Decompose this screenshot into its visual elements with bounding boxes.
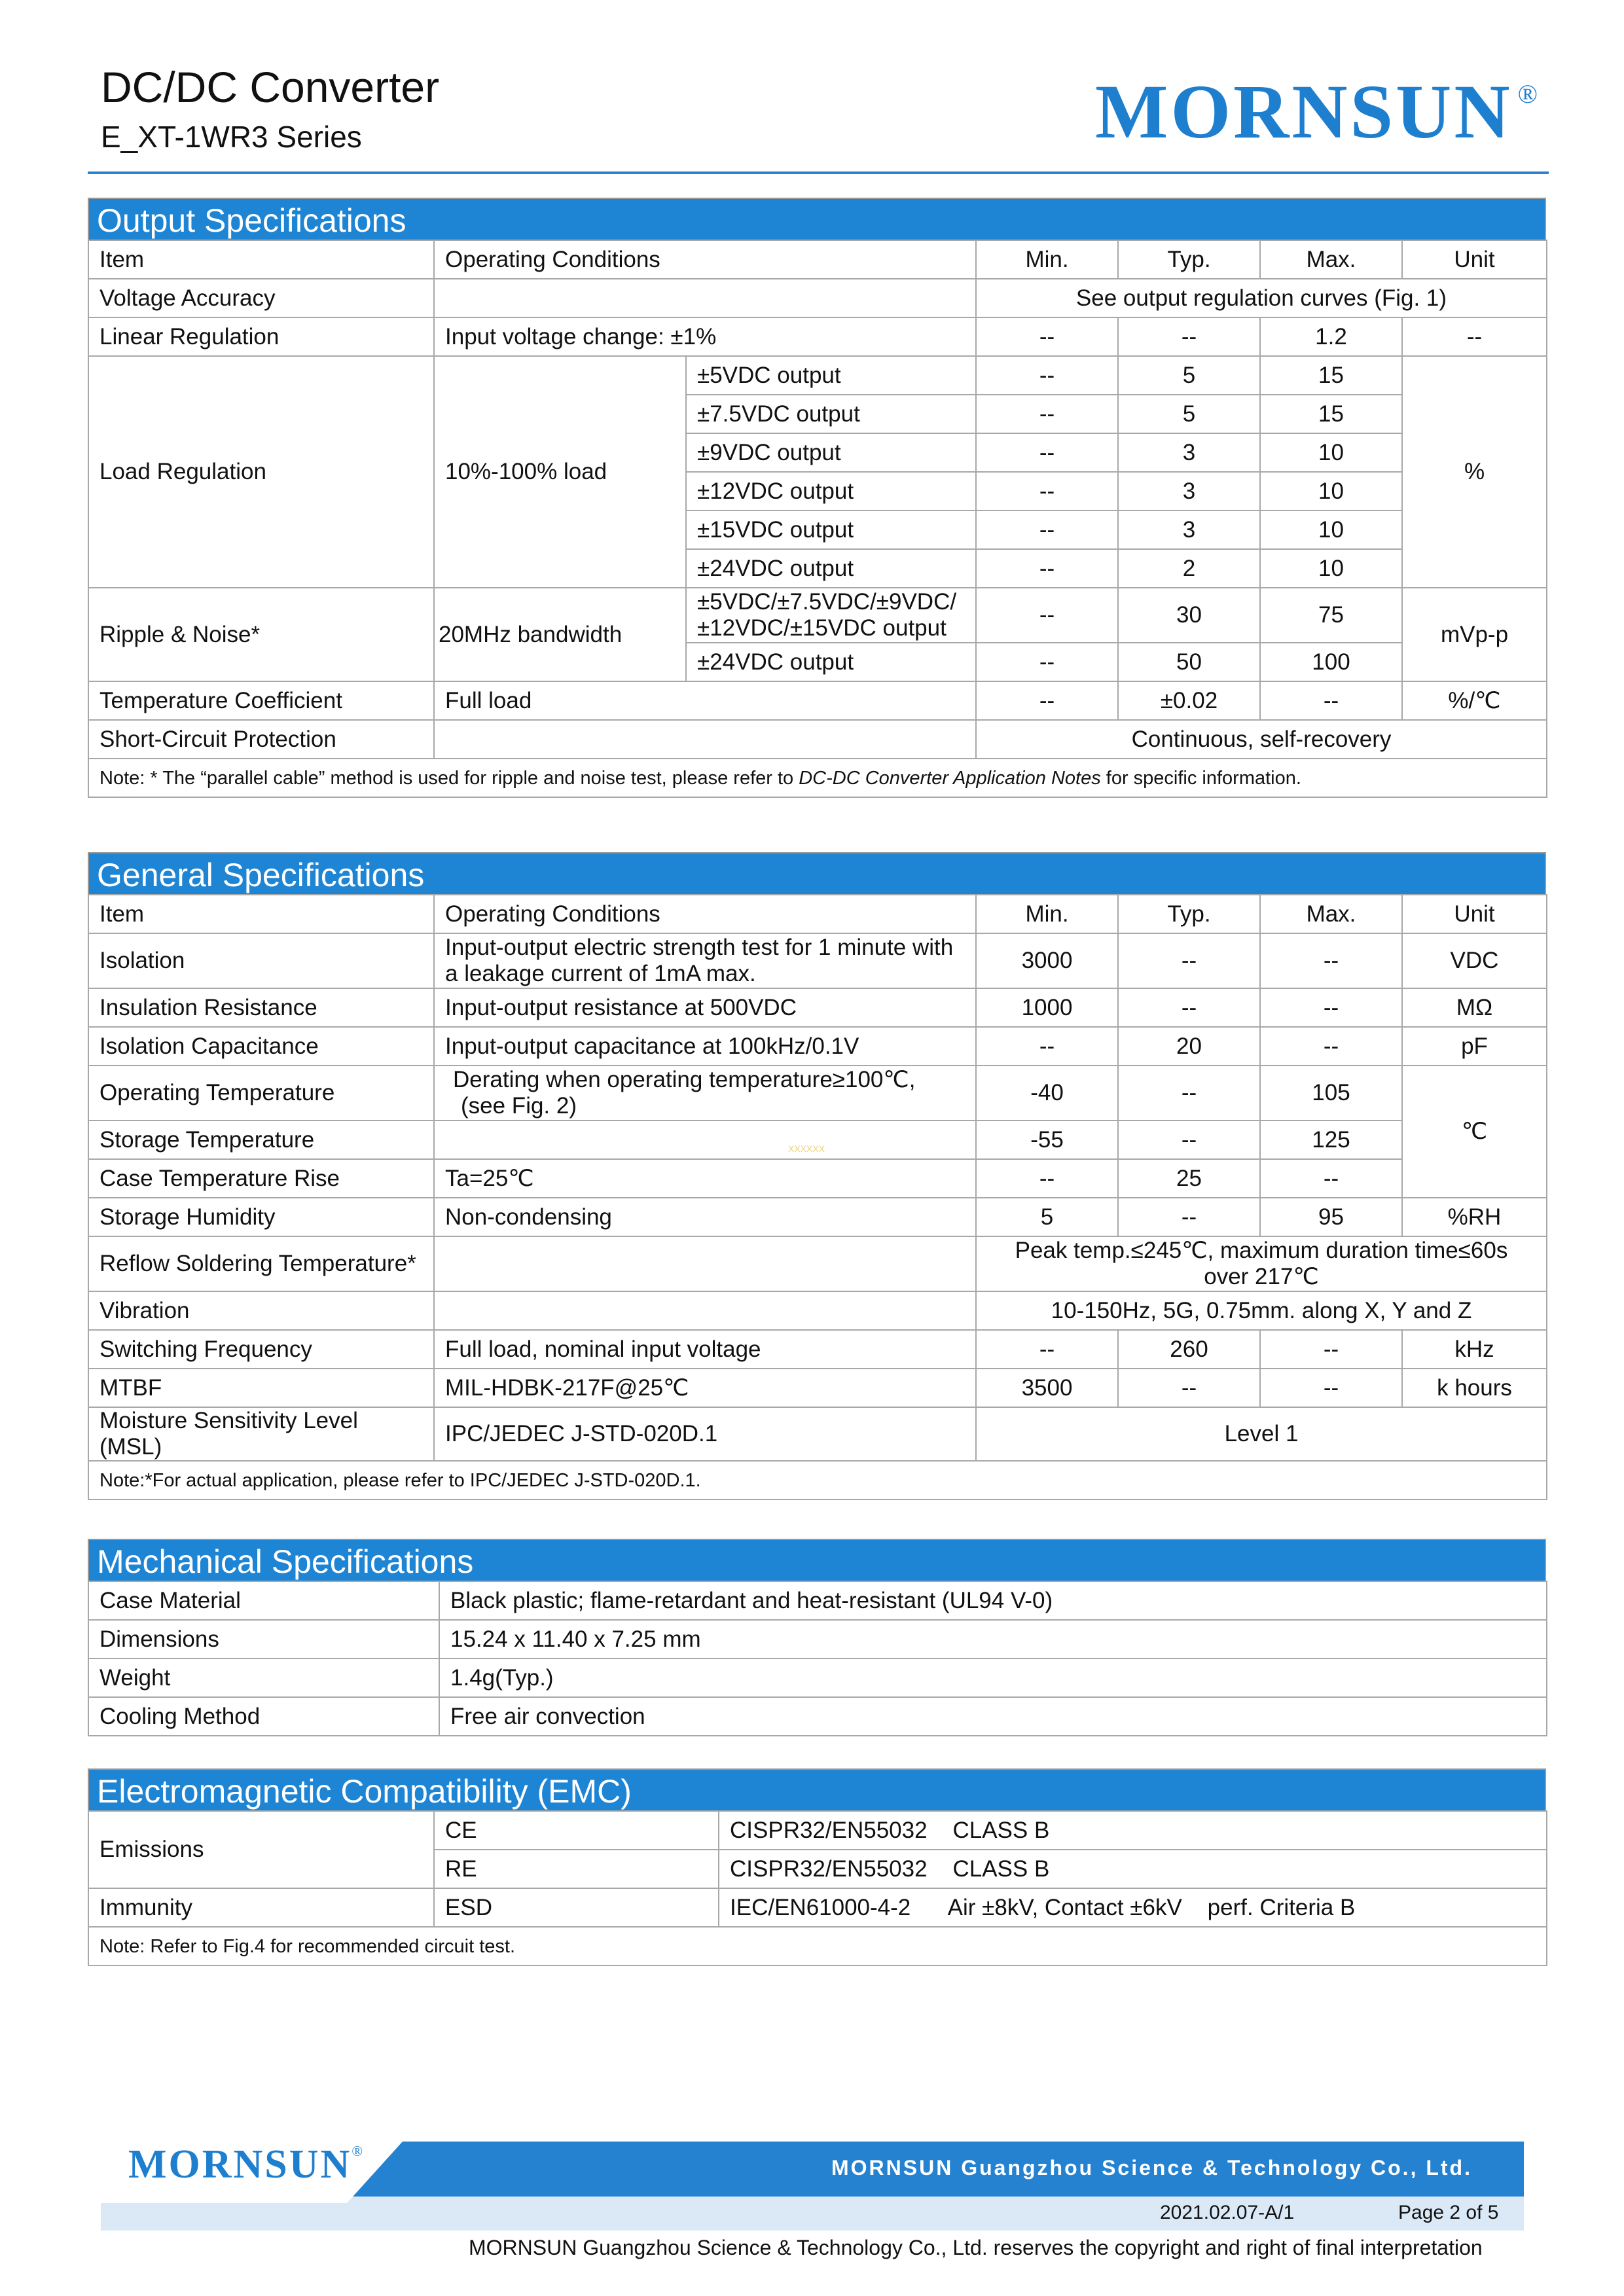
condition-line: Input-output electric strength test for 1 minute with: [445, 935, 954, 960]
output-cell: ±24VDC output: [686, 549, 976, 588]
max-cell: 10: [1260, 549, 1402, 588]
footer-logo-text: MORNSUN: [128, 2142, 352, 2187]
unit-cell: ℃: [1402, 1066, 1547, 1198]
item-cell: Dimensions: [88, 1620, 439, 1659]
min-cell: --: [976, 356, 1118, 395]
typ-cell: 50: [1118, 643, 1260, 681]
max-cell: 10: [1260, 433, 1402, 472]
condition-line: (see Fig. 2): [461, 1093, 577, 1119]
typ-cell: 3: [1118, 433, 1260, 472]
item-cell: Storage Temperature: [88, 1121, 434, 1159]
table-row: [88, 1620, 1547, 1659]
table-row: [88, 720, 1547, 759]
unit-cell: pF: [1402, 1027, 1547, 1066]
registered-mark: ®: [352, 2143, 363, 2159]
max-cell: 100: [1260, 643, 1402, 681]
header-cell: Operating Conditions: [434, 240, 976, 279]
typ-cell: 260: [1118, 1330, 1260, 1369]
condition-cell: Input-output capacitance at 100kHz/0.1V: [434, 1027, 976, 1066]
unit-cell: MΩ: [1402, 988, 1547, 1027]
item-cell: MTBF: [88, 1369, 434, 1407]
page-number: Page 2 of 5: [1398, 2202, 1499, 2223]
table-row: [88, 588, 1547, 643]
typ-cell: --: [1118, 988, 1260, 1027]
table-row: [88, 1811, 1547, 1850]
condition-cell: [434, 1121, 976, 1159]
table-row: [88, 1291, 1547, 1330]
condition-cell: [434, 720, 976, 759]
min-cell: --: [976, 472, 1118, 511]
condition-cell: IPC/JEDEC J-STD-020D.1: [434, 1407, 976, 1461]
value-cell: Level 1: [976, 1407, 1547, 1461]
condition-cell: 20MHz bandwidth: [434, 588, 686, 681]
table-row: [88, 1330, 1547, 1369]
max-cell: --: [1260, 1330, 1402, 1369]
min-cell: 5: [976, 1198, 1118, 1236]
standard-cell: IEC/EN61000-4-2 Air ±8kV, Contact ±6kV perf. Criteria B: [719, 1888, 1547, 1927]
typ-cell: 3: [1118, 511, 1260, 549]
condition-line: a leakage current of 1mA max.: [445, 961, 756, 986]
min-cell: --: [976, 511, 1118, 549]
unit-cell: %RH: [1402, 1198, 1547, 1236]
type-cell: RE: [434, 1850, 719, 1888]
document-title: DC/DC Converter: [101, 63, 440, 111]
header-cell: Max.: [1260, 895, 1402, 933]
max-cell: 15: [1260, 356, 1402, 395]
item-cell: Load Regulation: [88, 356, 434, 588]
min-cell: --: [976, 433, 1118, 472]
typ-cell: --: [1118, 1369, 1260, 1407]
value-line: Peak temp.≤245℃, maximum duration time≤60s: [1015, 1238, 1508, 1263]
table-row: [88, 356, 1547, 395]
output-line: ±5VDC/±7.5VDC/±9VDC/: [697, 589, 957, 615]
note-cell: [88, 759, 1547, 797]
item-cell: Short-Circuit Protection: [88, 720, 434, 759]
table-row: [88, 1066, 1547, 1121]
condition-cell: [434, 933, 976, 988]
item-cell: Operating Temperature: [88, 1066, 434, 1121]
mechanical-table: [88, 1581, 1547, 1736]
header-rule: [88, 171, 1549, 174]
table-row: [88, 279, 1547, 317]
note-row: [88, 759, 1547, 797]
category-cell: Emissions: [88, 1811, 434, 1888]
max-cell: --: [1260, 1369, 1402, 1407]
condition-cell: Non-condensing: [434, 1198, 976, 1236]
max-cell: 10: [1260, 472, 1402, 511]
header-cell: Max.: [1260, 240, 1402, 279]
typ-cell: --: [1118, 1198, 1260, 1236]
typ-cell: 3: [1118, 472, 1260, 511]
section-title: Output Specifications: [88, 198, 1546, 240]
unit-cell: kHz: [1402, 1330, 1547, 1369]
header-cell: Min.: [976, 895, 1118, 933]
item-cell: Cooling Method: [88, 1697, 439, 1736]
table-row: [88, 1407, 1547, 1461]
table-row: [88, 1027, 1547, 1066]
min-cell: --: [976, 1330, 1118, 1369]
item-cell: Reflow Soldering Temperature*: [88, 1236, 434, 1291]
output-cell: ±7.5VDC output: [686, 395, 976, 433]
table-row: [88, 1198, 1547, 1236]
table-row: [88, 1236, 1547, 1291]
condition-cell: Input voltage change: ±1%: [434, 317, 976, 356]
min-cell: --: [976, 1027, 1118, 1066]
typ-cell: --: [1118, 1066, 1260, 1121]
condition-cell: Ta=25℃: [434, 1159, 976, 1198]
note-cell: Note: Refer to Fig.4 for recommended circuit test.: [88, 1927, 1547, 1965]
max-cell: 1.2: [1260, 317, 1402, 356]
standard-cell: CISPR32/EN55032 CLASS B: [719, 1850, 1547, 1888]
note-text: Note: * The “parallel cable” method is used for ripple and noise test, please refer to: [99, 767, 799, 789]
typ-cell: ±0.02: [1118, 681, 1260, 720]
table-row: [88, 681, 1547, 720]
footer-logo: [128, 2144, 363, 2185]
condition-line: Derating when operating temperature≥100℃,: [453, 1067, 916, 1092]
item-cell: Case Temperature Rise: [88, 1159, 434, 1198]
mechanical-specifications: [88, 1539, 1546, 1736]
logo-text: MORNSUN: [1094, 69, 1513, 154]
min-cell: --: [976, 588, 1118, 643]
value-line: over 217℃: [1204, 1264, 1319, 1289]
condition-cell: [434, 1066, 976, 1121]
max-cell: --: [1260, 681, 1402, 720]
item-cell: Storage Humidity: [88, 1198, 434, 1236]
max-cell: --: [1260, 1159, 1402, 1198]
value-cell: 10-150Hz, 5G, 0.75mm. along X, Y and Z: [976, 1291, 1547, 1330]
max-cell: 15: [1260, 395, 1402, 433]
value-cell: See output regulation curves (Fig. 1): [976, 279, 1547, 317]
header-cell: Unit: [1402, 240, 1547, 279]
typ-cell: 5: [1118, 356, 1260, 395]
value-cell: [976, 1236, 1547, 1291]
min-cell: -40: [976, 1066, 1118, 1121]
table-row: [88, 933, 1547, 988]
max-cell: 95: [1260, 1198, 1402, 1236]
header-cell: Operating Conditions: [434, 895, 976, 933]
emc-table: [88, 1810, 1547, 1966]
item-cell: Vibration: [88, 1291, 434, 1330]
min-cell: --: [976, 681, 1118, 720]
min-cell: --: [976, 643, 1118, 681]
table-row: [88, 317, 1547, 356]
output-cell: ±12VDC output: [686, 472, 976, 511]
table-header-row: [88, 895, 1547, 933]
emc-specifications: [88, 1768, 1546, 1966]
unit-cell: k hours: [1402, 1369, 1547, 1407]
output-line: ±12VDC/±15VDC output: [697, 615, 947, 641]
item-cell: Voltage Accuracy: [88, 279, 434, 317]
category-cell: Immunity: [88, 1888, 434, 1927]
note-row: [88, 1927, 1547, 1965]
min-cell: 3500: [976, 1369, 1118, 1407]
footer-company: MORNSUN Guangzhou Science & Technology Co., Ltd.: [831, 2156, 1472, 2179]
min-cell: 3000: [976, 933, 1118, 988]
table-row: [88, 1581, 1547, 1620]
condition-cell: Full load, nominal input voltage: [434, 1330, 976, 1369]
unit-cell: %: [1402, 356, 1547, 588]
header-cell: Typ.: [1118, 240, 1260, 279]
item-cell: Isolation: [88, 933, 434, 988]
output-cell: [686, 588, 976, 643]
output-cell: ±24VDC output: [686, 643, 976, 681]
output-cell: ±15VDC output: [686, 511, 976, 549]
value-cell: Black plastic; flame-retardant and heat-resistant (UL94 V-0): [439, 1581, 1547, 1620]
table-row: [88, 1159, 1547, 1198]
item-cell: Isolation Capacitance: [88, 1027, 434, 1066]
table-row: [88, 1697, 1547, 1736]
item-cell: Temperature Coefficient: [88, 681, 434, 720]
standard-cell: CISPR32/EN55032 CLASS B: [719, 1811, 1547, 1850]
min-cell: --: [976, 317, 1118, 356]
max-cell: 75: [1260, 588, 1402, 643]
value-cell: 15.24 x 11.40 x 7.25 mm: [439, 1620, 1547, 1659]
value-cell: 1.4g(Typ.): [439, 1659, 1547, 1697]
section-title: Mechanical Specifications: [88, 1539, 1546, 1581]
table-row: [88, 1888, 1547, 1927]
unit-cell: %/℃: [1402, 681, 1547, 720]
item-cell: Ripple & Noise*: [88, 588, 434, 681]
header-cell: Min.: [976, 240, 1118, 279]
item-cell: Linear Regulation: [88, 317, 434, 356]
general-table: [88, 894, 1547, 1500]
table-row: [88, 1369, 1547, 1407]
unit-cell: --: [1402, 317, 1547, 356]
max-cell: 125: [1260, 1121, 1402, 1159]
max-cell: 10: [1260, 511, 1402, 549]
unit-cell: VDC: [1402, 933, 1547, 988]
section-title: General Specifications: [88, 852, 1546, 894]
copyright-notice: MORNSUN Guangzhou Science & Technology Co., Ltd. reserves the copyright and right of final interpretation: [469, 2236, 1483, 2259]
item-cell: Insulation Resistance: [88, 988, 434, 1027]
item-cell: Switching Frequency: [88, 1330, 434, 1369]
max-cell: 105: [1260, 1066, 1402, 1121]
note-reference: DC-DC Converter Application Notes: [799, 767, 1101, 789]
item-cell: Moisture Sensitivity Level (MSL): [88, 1407, 434, 1461]
header-cell: Item: [88, 240, 434, 279]
condition-cell: Input-output resistance at 500VDC: [434, 988, 976, 1027]
table-row: [88, 1659, 1547, 1697]
watermark: XXXXXX: [788, 1143, 825, 1154]
max-cell: --: [1260, 988, 1402, 1027]
type-cell: ESD: [434, 1888, 719, 1927]
max-cell: --: [1260, 933, 1402, 988]
typ-cell: 2: [1118, 549, 1260, 588]
condition-cell: 10%-100% load: [434, 356, 686, 588]
item-cell: Case Material: [88, 1581, 439, 1620]
item-cell: Weight: [88, 1659, 439, 1697]
typ-cell: 30: [1118, 588, 1260, 643]
min-cell: --: [976, 1159, 1118, 1198]
condition-cell: MIL-HDBK-217F@25℃: [434, 1369, 976, 1407]
max-cell: --: [1260, 1027, 1402, 1066]
header-cell: Typ.: [1118, 895, 1260, 933]
value-cell: Free air convection: [439, 1697, 1547, 1736]
revision-date: 2021.02.07-A/1: [1160, 2202, 1295, 2223]
general-specifications: [88, 852, 1546, 1500]
condition-cell: [434, 279, 976, 317]
unit-cell: mVp-p: [1402, 588, 1547, 681]
min-cell: 1000: [976, 988, 1118, 1027]
condition-cell: [434, 1236, 976, 1291]
value-cell: Continuous, self-recovery: [976, 720, 1547, 759]
min-cell: -55: [976, 1121, 1118, 1159]
typ-cell: --: [1118, 933, 1260, 988]
output-cell: ±5VDC output: [686, 356, 976, 395]
typ-cell: --: [1118, 317, 1260, 356]
typ-cell: --: [1118, 1121, 1260, 1159]
min-cell: --: [976, 549, 1118, 588]
typ-cell: 25: [1118, 1159, 1260, 1198]
document-series: E_XT-1WR3 Series: [101, 120, 362, 154]
condition-cell: Full load: [434, 681, 976, 720]
note-row: [88, 1461, 1547, 1499]
registered-mark: ®: [1517, 79, 1538, 109]
output-specifications: [88, 198, 1546, 798]
section-title: Electromagnetic Compatibility (EMC): [88, 1768, 1546, 1810]
table-row: [88, 988, 1547, 1027]
typ-cell: 20: [1118, 1027, 1260, 1066]
header-cell: Unit: [1402, 895, 1547, 933]
mornsun-logo: [1094, 69, 1538, 154]
output-cell: ±9VDC output: [686, 433, 976, 472]
condition-cell: [434, 1291, 976, 1330]
type-cell: CE: [434, 1811, 719, 1850]
min-cell: --: [976, 395, 1118, 433]
header-cell: Item: [88, 895, 434, 933]
typ-cell: 5: [1118, 395, 1260, 433]
output-table: [88, 240, 1547, 798]
note-text: for specific information.: [1100, 767, 1301, 789]
note-cell: Note:*For actual application, please refer to IPC/JEDEC J-STD-020D.1.: [88, 1461, 1547, 1499]
table-header-row: [88, 240, 1547, 279]
